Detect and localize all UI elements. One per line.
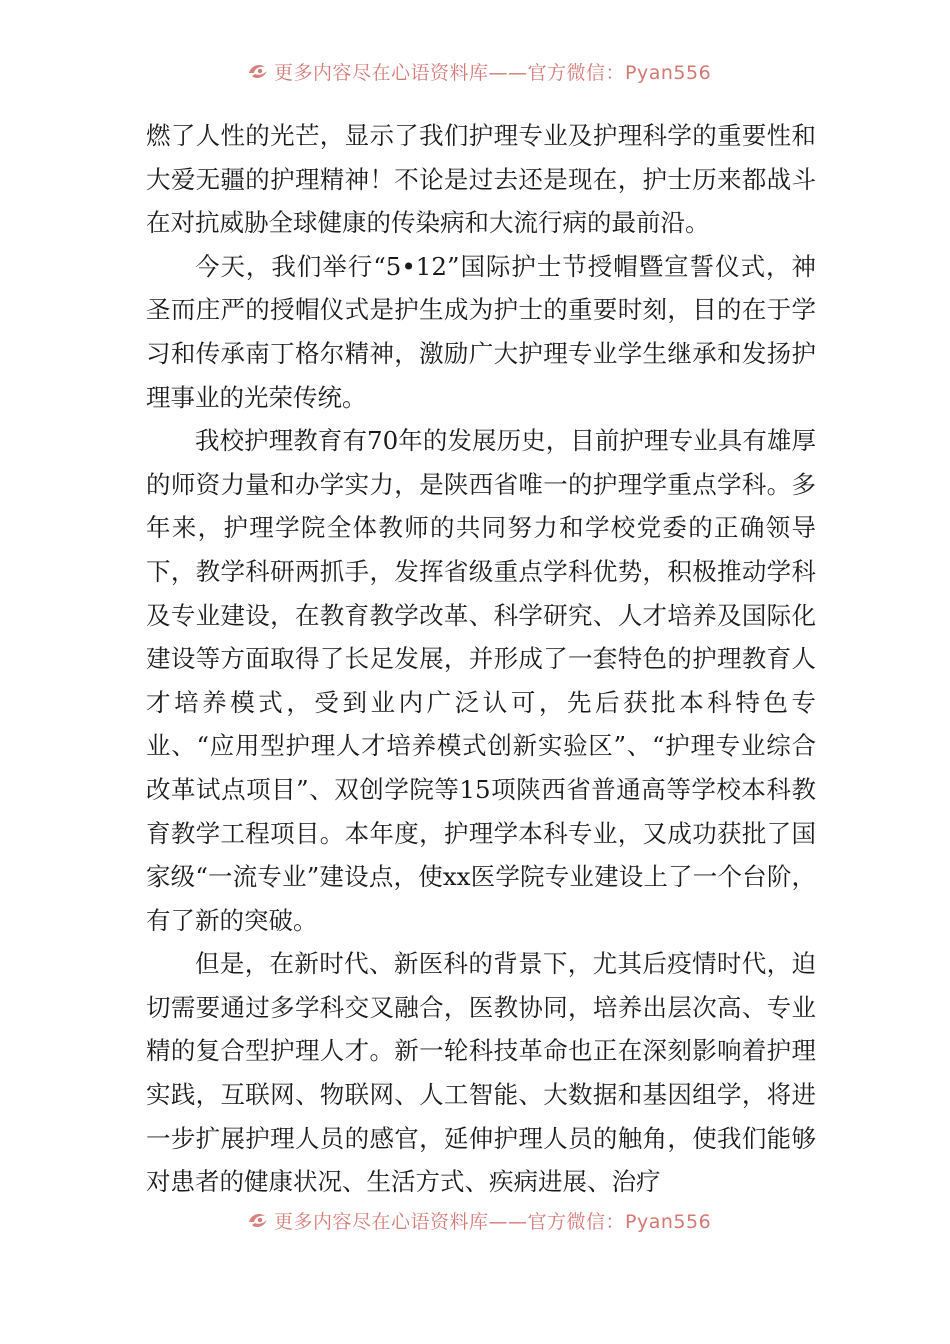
paragraph-1: 燃了人性的光芒，显示了我们护理专业及护理科学的重要性和大爱无疆的护理精神！不论是过去还是现在，护士历来都战斗在对抗威胁全球健康的传染病和大流行病的最前沿。 [146,121,816,238]
watermark-logo-icon [246,1208,270,1232]
paragraph-4: 但是，在新时代、新医科的背景下，尤其后疫情时代，迫切需要通过多学科交叉融合，医教协同，培养出层次高、专业精的复合型护理人才。新一轮科技革命也正在深刻影响着护理实践，互联网、物联网、人工智能、大数据和基因组学，将进一步扩展护理人员的感官，延伸护理人员的触角，使我们能够对患者的健康状况、生活方式、疾病进展、治疗 [146,949,816,1197]
watermark-logo-icon [246,59,270,83]
document-body [146,114,816,1204]
watermark-banner-top [246,58,726,84]
watermark-banner-bottom [246,1207,726,1233]
paragraph-3: 我校护理教育有70年的发展历史，目前护理专业具有雄厚的师资力量和办学实力，是陕西省唯一的护理学重点学科。多年来，护理学院全体教师的共同努力和学校党委的正确领导下，教学科研两抓手，发挥省级重点学科优势，积极推动学科及专业建设，在教育教学改革、科学研究、人才培养及国际化建设等方面取得了长足发展，并形成了一套特色的护理教育人才培养模式，受到业内广泛认可，先后获批本科特色专业、“应用型护理人才培养模式创新实验区”、“护理专业综合改革试点项目”、双创学院等15项陕西省普通高等学校本科教育教学工程项目。本年度，护理学本科专业，又成功获批了国家级“一流专业”建设点，使xx医学院专业建设上了一个台阶，有了新的突破。 [146,426,816,935]
watermark-text: 更多内容尽在心语资料库——官方微信：Pyan556 [274,61,712,84]
watermark-text: 更多内容尽在心语资料库——官方微信：Pyan556 [274,1210,712,1233]
paragraph-2: 今天，我们举行“5•12”国际护士节授帽暨宣誓仪式，神圣而庄严的授帽仪式是护生成为护士的重要时刻，目的在于学习和传承南丁格尔精神，激励广大护理专业学生继承和发扬护理事业的光荣传统。 [146,251,816,412]
